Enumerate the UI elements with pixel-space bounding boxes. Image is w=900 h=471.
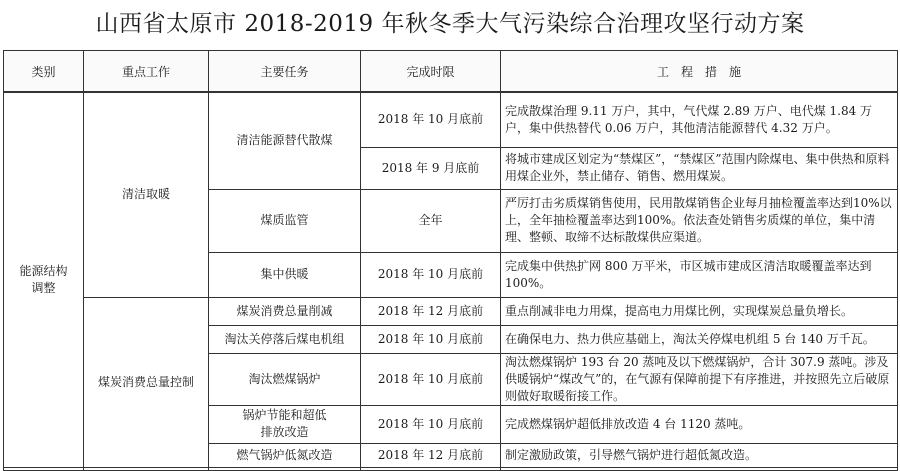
- table-row-cut: [4, 467, 898, 470]
- header-measures: 工 程 措 施: [501, 51, 898, 93]
- header-key-work: 重点工作: [84, 51, 209, 93]
- measure-cell: 重点削减非电力用煤，提高电力用煤比例，实现煤炭总量负增长。: [501, 297, 898, 325]
- category-cell: 能源结构调整: [4, 92, 84, 467]
- main-task-cell: 清洁能源替代散煤: [209, 92, 361, 189]
- header-main-task: 主要任务: [209, 51, 361, 93]
- measure-cell: 将城市建成区划定为“禁煤区”，“禁煤区”范围内除煤电、集中供热和原料用煤企业外，禁止储存、销售、燃用煤炭。: [501, 147, 898, 189]
- deadline-cell: 2018 年 12 月底前: [361, 443, 501, 467]
- header-deadline: 完成时限: [361, 51, 501, 93]
- document-title: 山西省太原市 2018-2019 年秋冬季大气污染综合治理攻坚行动方案: [95, 11, 805, 37]
- key-work-cell: 清洁取暖: [84, 92, 209, 297]
- measure-cell: 制定激励政策，引导燃气锅炉进行超低氮改造。: [501, 443, 898, 467]
- measure-cell: 完成集中供热扩网 800 万平米，市区城市建成区清洁取暖覆盖率达到 100%。: [501, 252, 898, 297]
- deadline-cell: 2018 年 9 月底前: [361, 147, 501, 189]
- measure-cell: 完成散煤治理 9.11 万户，其中，气代煤 2.89 万户、电代煤 1.84 万户，集中供热替代 0.06 万户，其他清洁能源替代 4.32 万户。: [501, 92, 898, 147]
- deadline-cell: 全年: [361, 189, 501, 252]
- main-task-cell: 燃气锅炉低氮改造: [209, 443, 361, 467]
- table-row: [4, 297, 898, 325]
- measure-cell: 淘汰燃煤锅炉 193 台 20 蒸吨及以下燃煤锅炉，合计 307.9 蒸吨。涉及供暖锅炉“煤改气”的，在气源有保障前提下有序推进，并按照先立后破原则做好取暖衔接工作。: [501, 353, 898, 405]
- header-row: [4, 51, 898, 93]
- deadline-cell: 2018 年 10 月底前: [361, 92, 501, 147]
- measure-cell: 完成燃煤锅炉超低排放改造 4 台 1120 蒸吨。: [501, 405, 898, 443]
- measure-cell: 严厉打击劣质煤销售使用，民用散煤销售企业每月抽检覆盖率达到10%以上，全年抽检覆盖率达到100%。依法查处销售劣质煤的单位，集中清理、整顿、取缔不达标散煤供应渠道。: [501, 189, 898, 252]
- key-work-cell: 煤炭消费总量控制: [84, 297, 209, 467]
- deadline-cell: 2018 年 10 月底前: [361, 325, 501, 353]
- main-task-cell: 煤质监管: [209, 189, 361, 252]
- measure-cell: 在确保电力、热力供应基础上，淘汰关停煤电机组 5 台 140 万千瓦。: [501, 325, 898, 353]
- deadline-cell: 2018 年 12 月底前: [361, 297, 501, 325]
- deadline-cell: 2018 年 10 月底前: [361, 405, 501, 443]
- main-task-cell: 淘汰关停落后煤电机组: [209, 325, 361, 353]
- header-category: 类别: [4, 51, 84, 93]
- main-task-cell: 煤炭消费总量削减: [209, 297, 361, 325]
- main-task-cell: 集中供暖: [209, 252, 361, 297]
- main-task-cell: 淘汰燃煤锅炉: [209, 353, 361, 405]
- main-task-cell: 锅炉节能和超低排放改造: [209, 405, 361, 443]
- action-plan-table: [3, 50, 898, 471]
- table-row: [4, 92, 898, 147]
- deadline-cell: 2018 年 10 月底前: [361, 353, 501, 405]
- deadline-cell: 2018 年 10 月底前: [361, 252, 501, 297]
